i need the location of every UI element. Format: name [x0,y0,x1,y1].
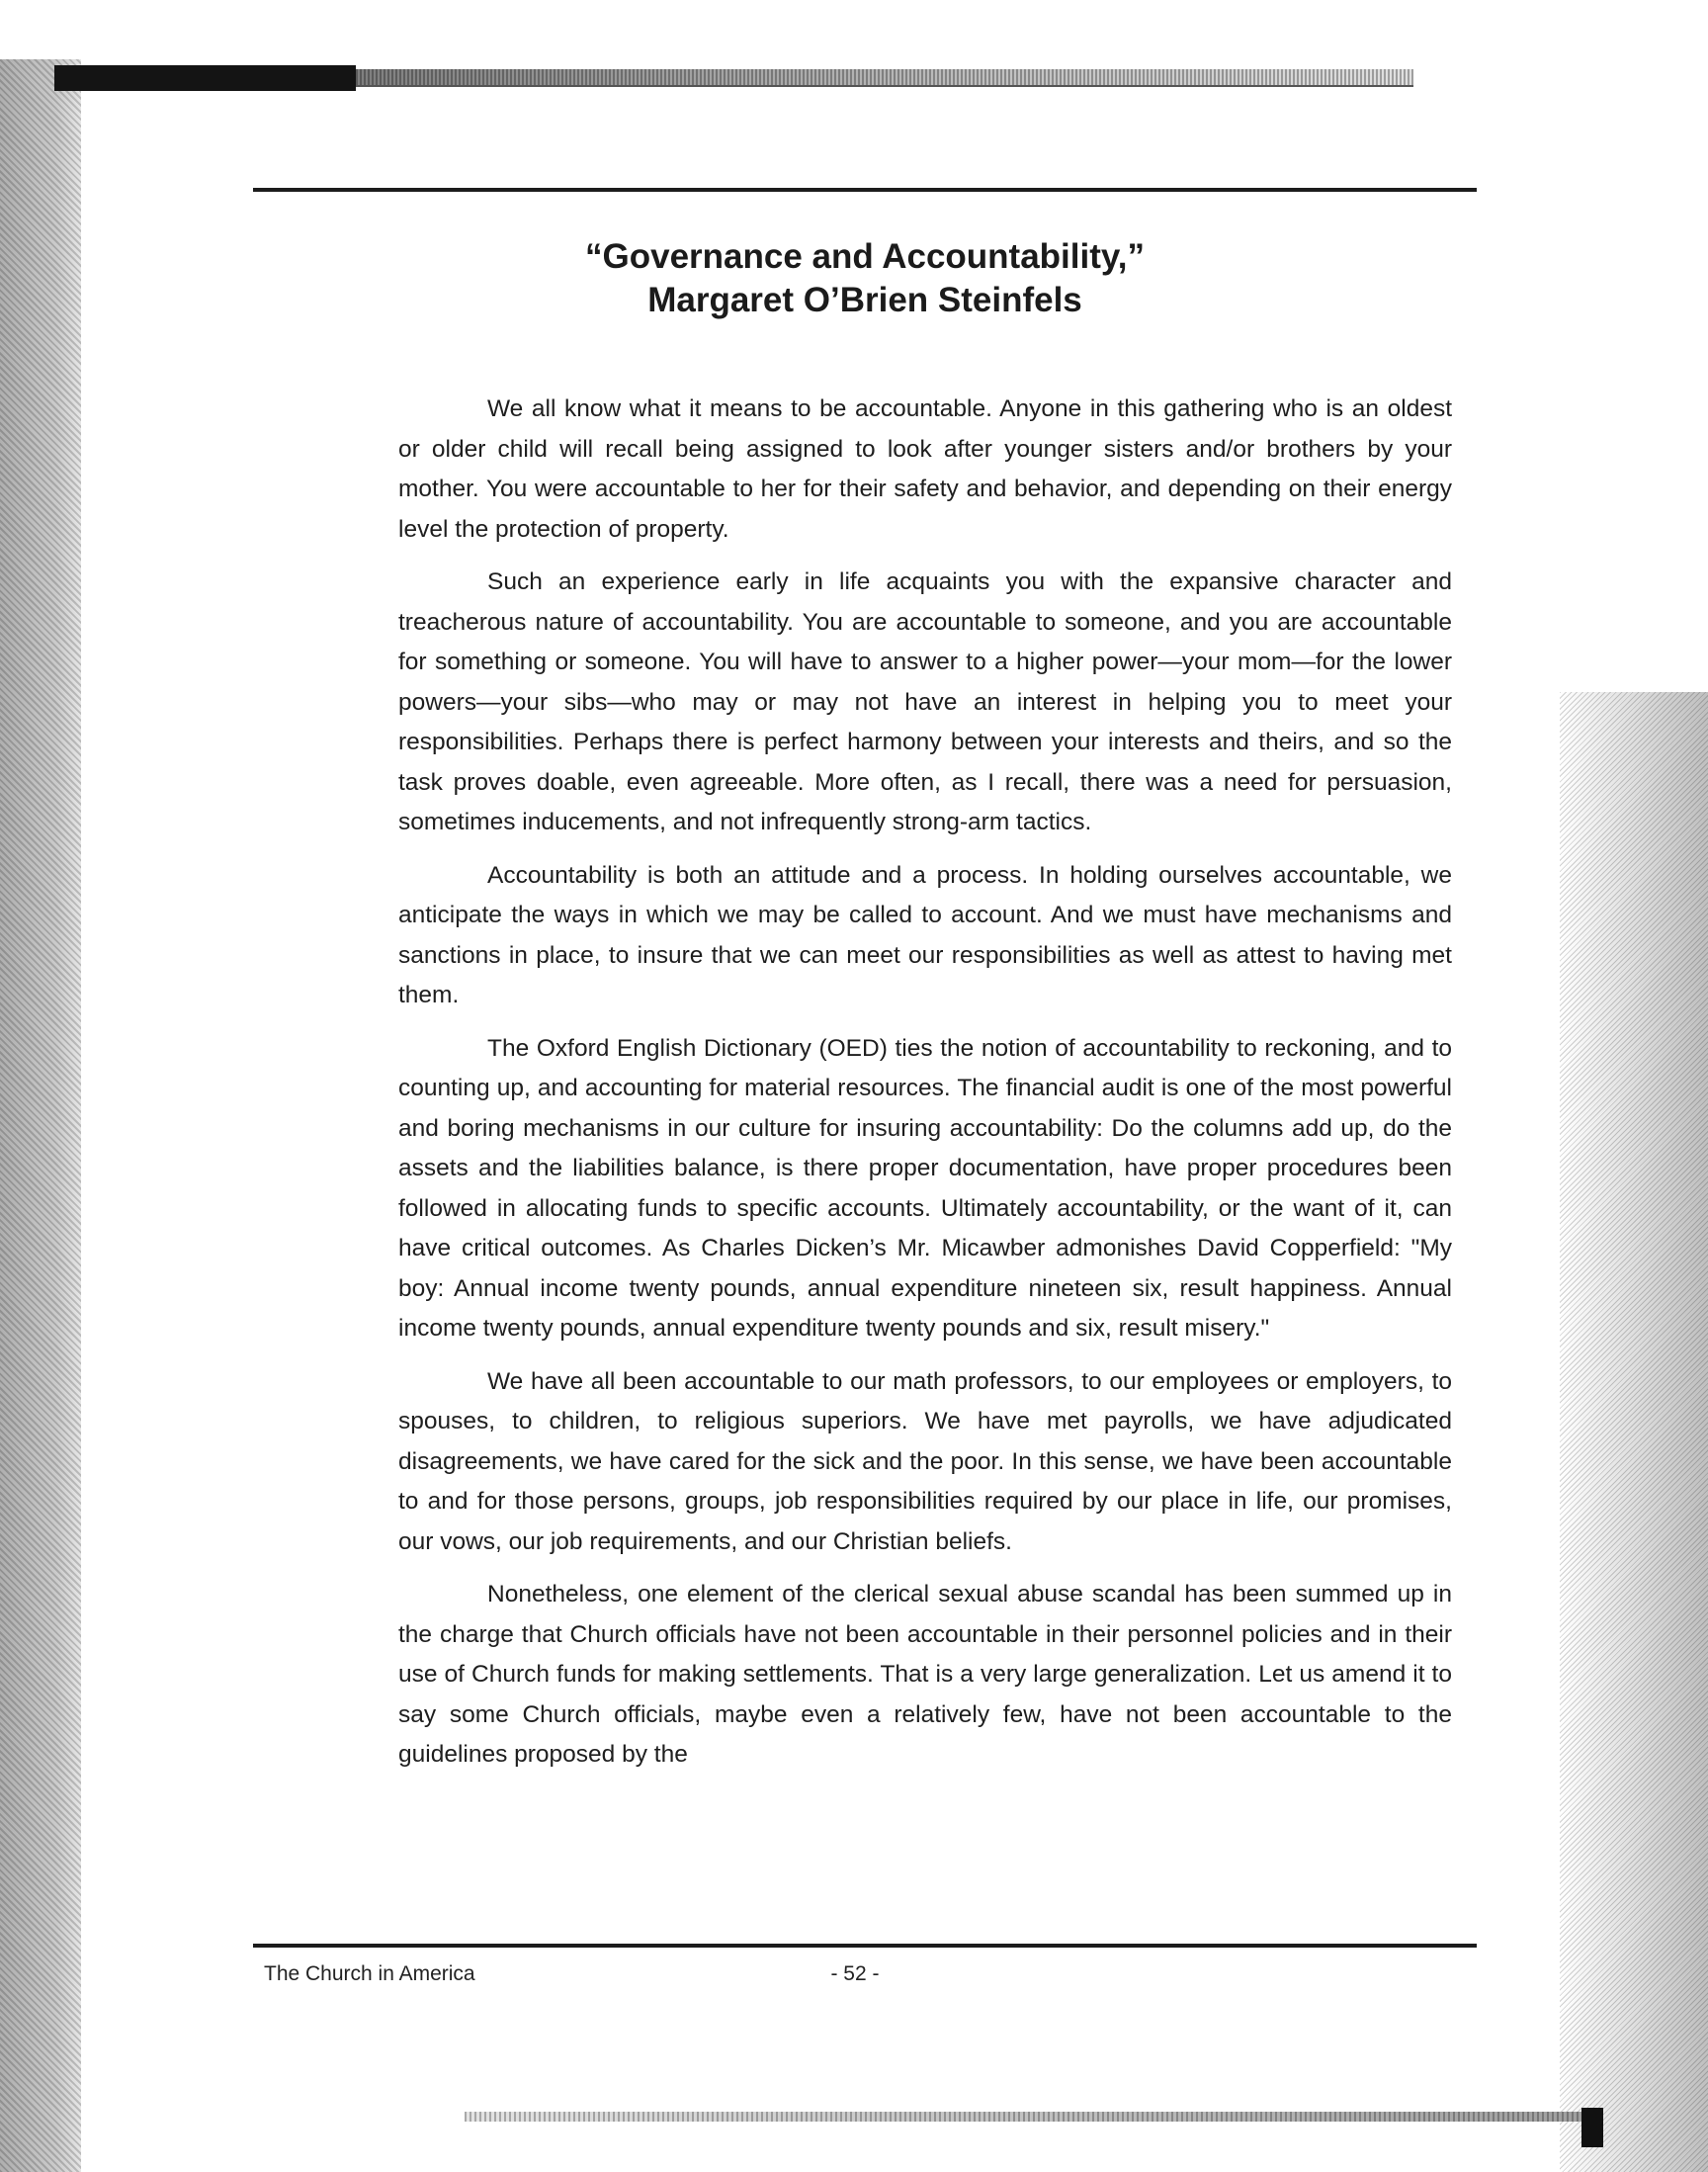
paragraph: Nonetheless, one element of the clerical sexual abuse scandal has been summed up in the charge that Church officials have not been accountable in their personnel policies and in their use of Church funds for making settlements. That is a very large generalization. Let us amend it to say some Church officials, maybe even a relatively few, have not been accountable to the guidelines proposed by the [398,1581,1452,1768]
scan-corner-mark [1581,2108,1603,2147]
author-line: Margaret O’Brien Steinfels [647,281,1082,319]
paragraph: The Oxford English Dictionary (OED) ties the notion of accountability to reckoning, and to counting up, and accounting for material resources. The financial audit is one of the most powerful and boring mechanisms in our culture for insuring accountability: Do the columns add up, do the assets and the liabilities balance, is there proper documentation, have proper procedures been followed in allocating funds to specific accounts. Ultimately accountability, or the want of it, can have critical outcomes. As Charles Dicken’s Mr. Micawber admonishes David Copperfield: "My boy: Annual income twenty pounds, annual expenditure nineteen six, result happiness. Annual income twenty pounds, annual expenditure twenty pounds and six, result misery." [398,1034,1452,1342]
title-line: “Governance and Accountability,” [585,237,1145,276]
paragraph: We have all been accountable to our math professors, to our employees or employers, to spouses, to children, to religious superiors. We have met payrolls, we have adjudicated disagreements, we have cared for the sick and the poor. In this sense, we have been accountable to and for those persons, groups, job responsibilities required by our place in life, our promises, our vows, our job requirements, and our Christian beliefs. [398,1367,1452,1555]
scan-shadow-right [1560,692,1708,2172]
scan-bar-top [54,65,356,91]
page-number: - 52 - [830,1962,880,1985]
header-rule [253,188,1477,192]
document-title [253,235,1477,322]
paragraph: We all know what it means to be accountable. Anyone in this gathering who is an oldest or older child will recall being assigned to look after younger sisters and/or brothers by your mother. You were accountable to her for their safety and behavior, and depending on their energy level the protection of property. [398,395,1452,543]
paragraph: Accountability is both an attitude and a process. In holding ourselves accountable, we anticipate the ways in which we may be called to account. And we must have mechanisms and sanctions in place, to insure that we can meet our responsibilities as well as attest to having met them. [398,861,1452,1008]
footer-publication: The Church in America [264,1962,475,1985]
body-text [398,390,1452,1788]
scan-line-top [356,85,1413,87]
scan-shadow-left [0,59,81,2172]
paragraph: Such an experience early in life acquaints you with the expansive character and treacherous nature of accountability. You are accountable to someone, and you are accountable for something or someone. You will have to answer to a higher power—your mom—for the lower powers—your sibs—who may or may not have an interest in helping you to meet your responsibilities. Perhaps there is perfect harmony between your interests and theirs, and so the task proves doable, even agreeable. More often, as I recall, there was a need for persuasion, sometimes inducements, and not infrequently strong-arm tactics. [398,568,1452,835]
footer-rule [253,1944,1477,1948]
scan-grain-bottom [465,2112,1581,2122]
